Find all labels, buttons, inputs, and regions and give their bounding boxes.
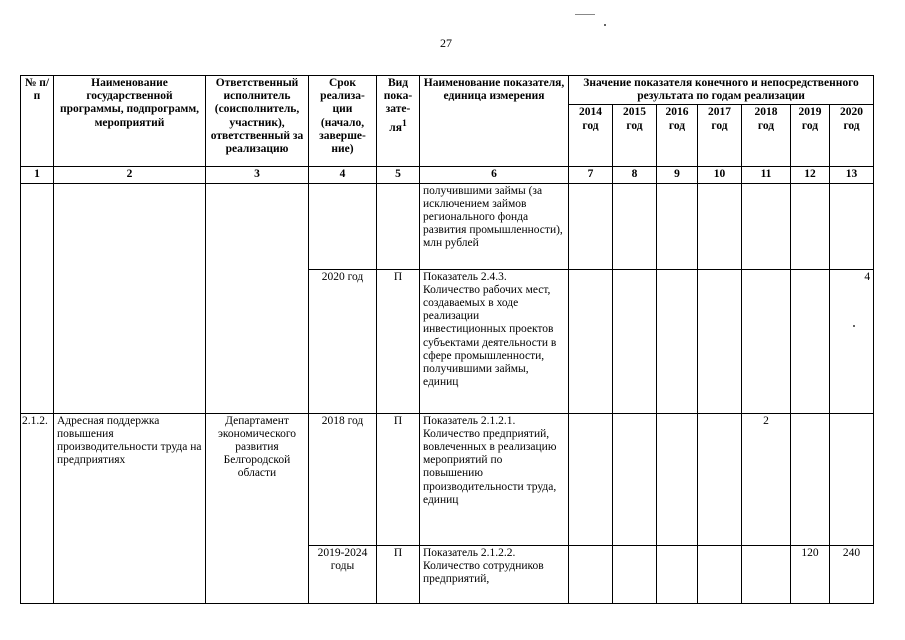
cell-value (657, 183, 698, 269)
cell-value (698, 545, 742, 603)
header-footnote-mark: 1 (401, 117, 407, 129)
cell-num: 2.1.2. (21, 413, 54, 603)
cell-value-2018: 2 (742, 413, 791, 545)
column-number: 2 (54, 167, 206, 183)
cell-executor: Департамент экономического развития Белгородской области (206, 413, 309, 603)
cell-value-2019: 120 (791, 545, 830, 603)
column-number: 12 (791, 167, 830, 183)
cell-value (613, 413, 657, 545)
header-num: № п/п (21, 76, 54, 167)
column-number-row (21, 167, 874, 183)
scan-speck (604, 24, 606, 26)
header-row-1 (21, 76, 874, 105)
column-number: 8 (613, 167, 657, 183)
cell-value-2020: 240 (830, 545, 874, 603)
cell-value (698, 269, 742, 413)
cell-executor (206, 183, 309, 413)
cell-value (569, 413, 613, 545)
cell-term: 2020 год (309, 269, 377, 413)
header-year-2018: 2018 год (742, 105, 791, 167)
column-number: 6 (420, 167, 569, 183)
header-indicator-type (377, 76, 420, 167)
column-number: 4 (309, 167, 377, 183)
header-year-2020: 2020 год (830, 105, 874, 167)
table-row (21, 413, 874, 545)
header-program-name: Наименование государственной программы, подпрограмм, мероприятий (54, 76, 206, 167)
cell-term: 2019-2024 годы (309, 545, 377, 603)
cell-type: П (377, 269, 420, 413)
cell-value (613, 545, 657, 603)
cell-term (309, 183, 377, 269)
cell-term: 2018 год (309, 413, 377, 545)
header-indicator-name: Наименование показателя, единица измерения (420, 76, 569, 167)
cell-value (742, 183, 791, 269)
header-term: Срок реализа-ции (начало, заверше-ние) (309, 76, 377, 167)
header-indicator-type-label: Вид пока-зате-ля (383, 77, 413, 134)
cell-program-name (54, 183, 206, 413)
header-year-2019: 2019 год (791, 105, 830, 167)
column-number: 13 (830, 167, 874, 183)
header-year-2014: 2014 год (569, 105, 613, 167)
column-number: 1 (21, 167, 54, 183)
cell-value (698, 183, 742, 269)
cell-indicator: Показатель 2.1.2.2. Количество сотрудников предприятий, (420, 545, 569, 603)
header-values-group: Значение показателя конечного и непосредственного результата по годам реализации (569, 76, 874, 105)
cell-type (377, 183, 420, 269)
page-number: 27 (440, 36, 452, 50)
header-year-2016: 2016 год (657, 105, 698, 167)
cell-indicator: получившими займы (за исключением займов регионального фонда развития промышленности), млн рублей (420, 183, 569, 269)
cell-value (791, 413, 830, 545)
table-row (21, 183, 874, 269)
cell-num (21, 183, 54, 413)
column-number: 10 (698, 167, 742, 183)
cell-value (657, 545, 698, 603)
column-number: 11 (742, 167, 791, 183)
cell-value (657, 269, 698, 413)
column-number: 3 (206, 167, 309, 183)
cell-indicator: Показатель 2.4.3. Количество рабочих мест, создаваемых в ходе реализации инвестиционных проектов субъектами деятельности в сфере промышленности, получившими займы, единиц (420, 269, 569, 413)
header-year-2017: 2017 год (698, 105, 742, 167)
cell-value (742, 269, 791, 413)
column-number: 5 (377, 167, 420, 183)
header-executor: Ответственный исполнитель (соисполнитель, участник), ответственный за реализацию (206, 76, 309, 167)
cell-value (830, 183, 874, 269)
cell-indicator: Показатель 2.1.2.1. Количество предприятий, вовлеченных в реализацию мероприятий по повышению производительности труда, единиц (420, 413, 569, 545)
cell-value (569, 269, 613, 413)
header-year-2015: 2015 год (613, 105, 657, 167)
cell-value (657, 413, 698, 545)
cell-type: П (377, 545, 420, 603)
indicator-table (20, 75, 874, 604)
cell-value (830, 413, 874, 545)
cell-value (569, 545, 613, 603)
column-number: 9 (657, 167, 698, 183)
cell-type: П (377, 413, 420, 545)
scan-artifact-dash (575, 14, 595, 15)
cell-value (569, 183, 613, 269)
cell-value (613, 269, 657, 413)
cell-value (791, 269, 830, 413)
cell-value (791, 183, 830, 269)
cell-value (613, 183, 657, 269)
cell-value-2020: 4 (830, 269, 874, 413)
cell-value (698, 413, 742, 545)
cell-value (742, 545, 791, 603)
column-number: 7 (569, 167, 613, 183)
cell-program-name: Адресная поддержка повышения производительности труда на предприятиях (54, 413, 206, 603)
